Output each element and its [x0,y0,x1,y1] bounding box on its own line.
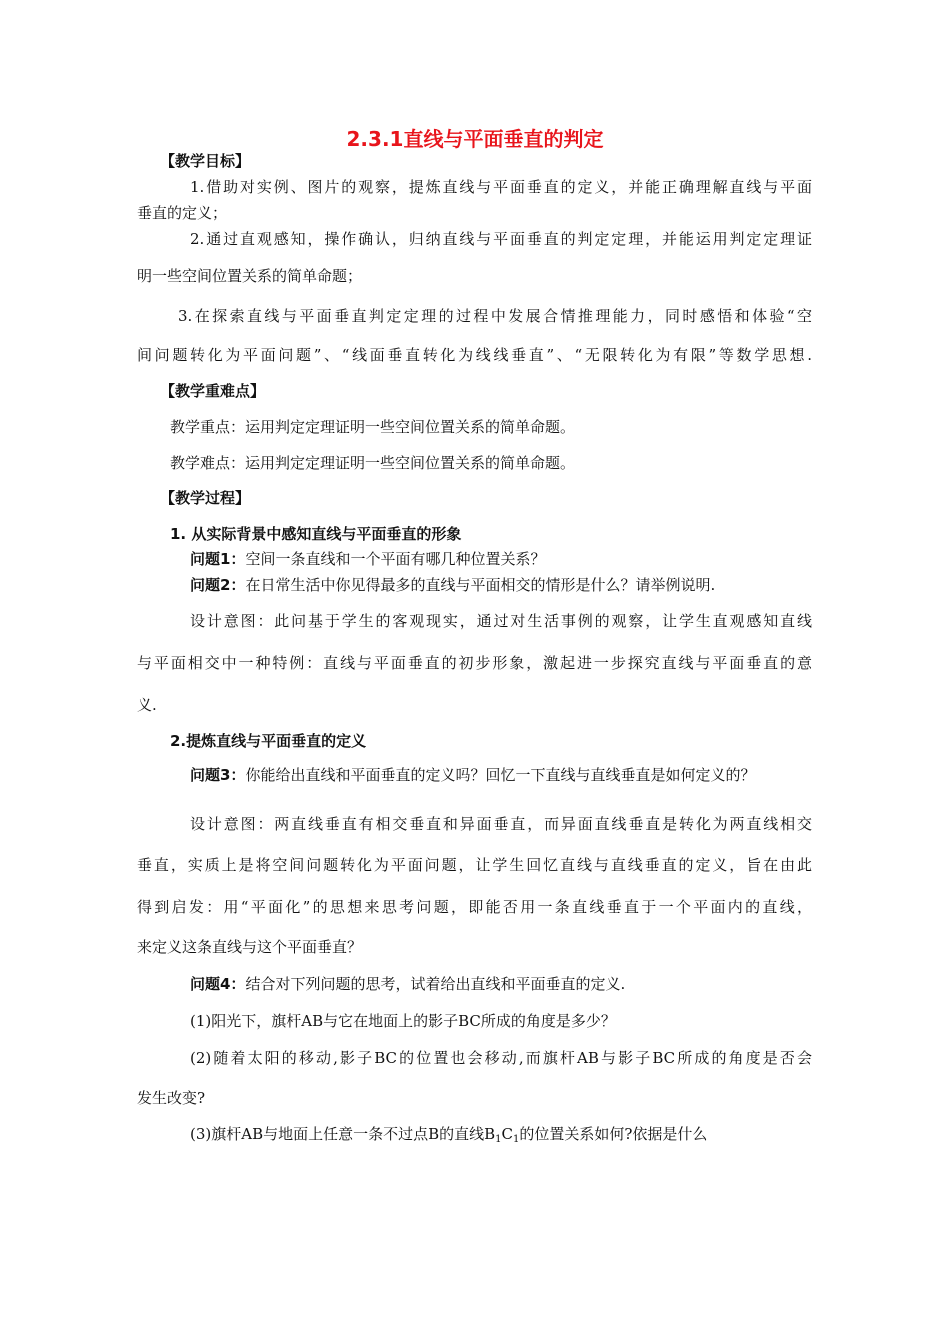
question-4-text: 结合对下列问题的思考，试着给出直线和平面垂直的定义. [245,975,626,993]
design-intent-1-line-1: 设计意图：此问基于学生的客观现实，通过对生活事例的观察，让学生直观感知直线 [190,612,812,630]
design-intent-2-line-2: 垂直，实质上是将空间问题转化为平面问题，让学生回忆直线与直线垂直的定义，旨在由此 [137,856,812,874]
question-2 [190,575,715,595]
sub-question-3 [190,1124,707,1144]
objective-2-line-1: 2.通过直观感知，操作确认，归纳直线与平面垂直的判定定理，并能运用判定定理证 [190,230,812,248]
step-1-heading: 1. 从实际背景中感知直线与平面垂直的形象 [170,525,462,543]
question-3-label: 问题3： [190,766,246,784]
design-intent-1-line-3: 义. [137,696,157,714]
sub-question-2-line-2: 发生改变? [137,1089,206,1107]
question-3-text: 你能给出直线和平面垂直的定义吗？回忆一下直线与直线垂直是如何定义的？ [245,766,756,784]
design-intent-2-line-4: 来定义这条直线与这个平面垂直？ [137,938,363,956]
sub-question-1: (1)阳光下，旗杆AB与它在地面上的影子BC所成的角度是多少？ [190,1012,616,1030]
teaching-difficulty: 教学难点：运用判定定理证明一些空间位置关系的简单命题。 [170,454,576,472]
question-3 [190,765,755,785]
objective-3-line-2: 间问题转化为平面问题”、“线面垂直转化为线线垂直”、“无限转化为有限”等数学思想. [137,346,812,364]
question-4 [190,974,625,994]
design-intent-1-line-2: 与平面相交中一种特例：直线与平面垂直的初步形象，激起进一步探究直线与平面垂直的意 [137,654,812,672]
question-1-label: 问题1： [190,550,246,568]
question-1 [190,549,545,569]
sub-question-3-text-c: 的位置关系如何?依据是什么 [519,1125,708,1143]
objectives-heading: 【教学目标】 [160,152,251,170]
subscript-2: 1 [513,1134,520,1145]
teaching-focus: 教学重点：运用判定定理证明一些空间位置关系的简单命题。 [170,418,576,436]
design-intent-2-line-1: 设计意图：两直线垂直有相交垂直和异面垂直，而异面直线垂直是转化为两直线相交 [190,815,812,833]
sub-question-2-line-1: (2)随着太阳的移动,影子BC的位置也会移动,而旗杆AB与影子BC所成的角度是否会 [190,1049,812,1067]
subscript-1: 1 [495,1134,502,1145]
question-1-text: 空间一条直线和一个平面有哪几种位置关系？ [245,550,546,568]
question-2-text: 在日常生活中你见得最多的直线与平面相交的情形是什么？请举例说明. [245,576,716,594]
process-heading: 【教学过程】 [160,489,251,507]
design-intent-2-line-3: 得到启发：用“平面化”的思想来思考问题，即能否用一条直线垂直于一个平面内的直线， [137,898,812,916]
key-points-heading: 【教学重难点】 [160,382,266,400]
objective-3-line-1: 3.在探索直线与平面垂直判定定理的过程中发展合情推理能力，同时感悟和体验“空 [178,307,812,325]
page-title: 2.3.1直线与平面垂直的判定 [346,127,604,151]
question-4-label: 问题4： [190,975,246,993]
objective-1-line-2: 垂直的定义； [137,204,228,222]
question-2-label: 问题2： [190,576,246,594]
objective-1-line-1: 1.借助对实例、图片的观察，提炼直线与平面垂直的定义，并能正确理解直线与平面 [190,178,812,196]
step-2-heading: 2.提炼直线与平面垂直的定义 [170,732,367,750]
objective-2-line-2: 明一些空间位置关系的简单命题； [137,267,363,285]
sub-question-3-text-b: C [501,1125,514,1143]
sub-question-3-text-a: (3)旗杆AB与地面上任意一条不过点B的直线B [190,1125,496,1143]
